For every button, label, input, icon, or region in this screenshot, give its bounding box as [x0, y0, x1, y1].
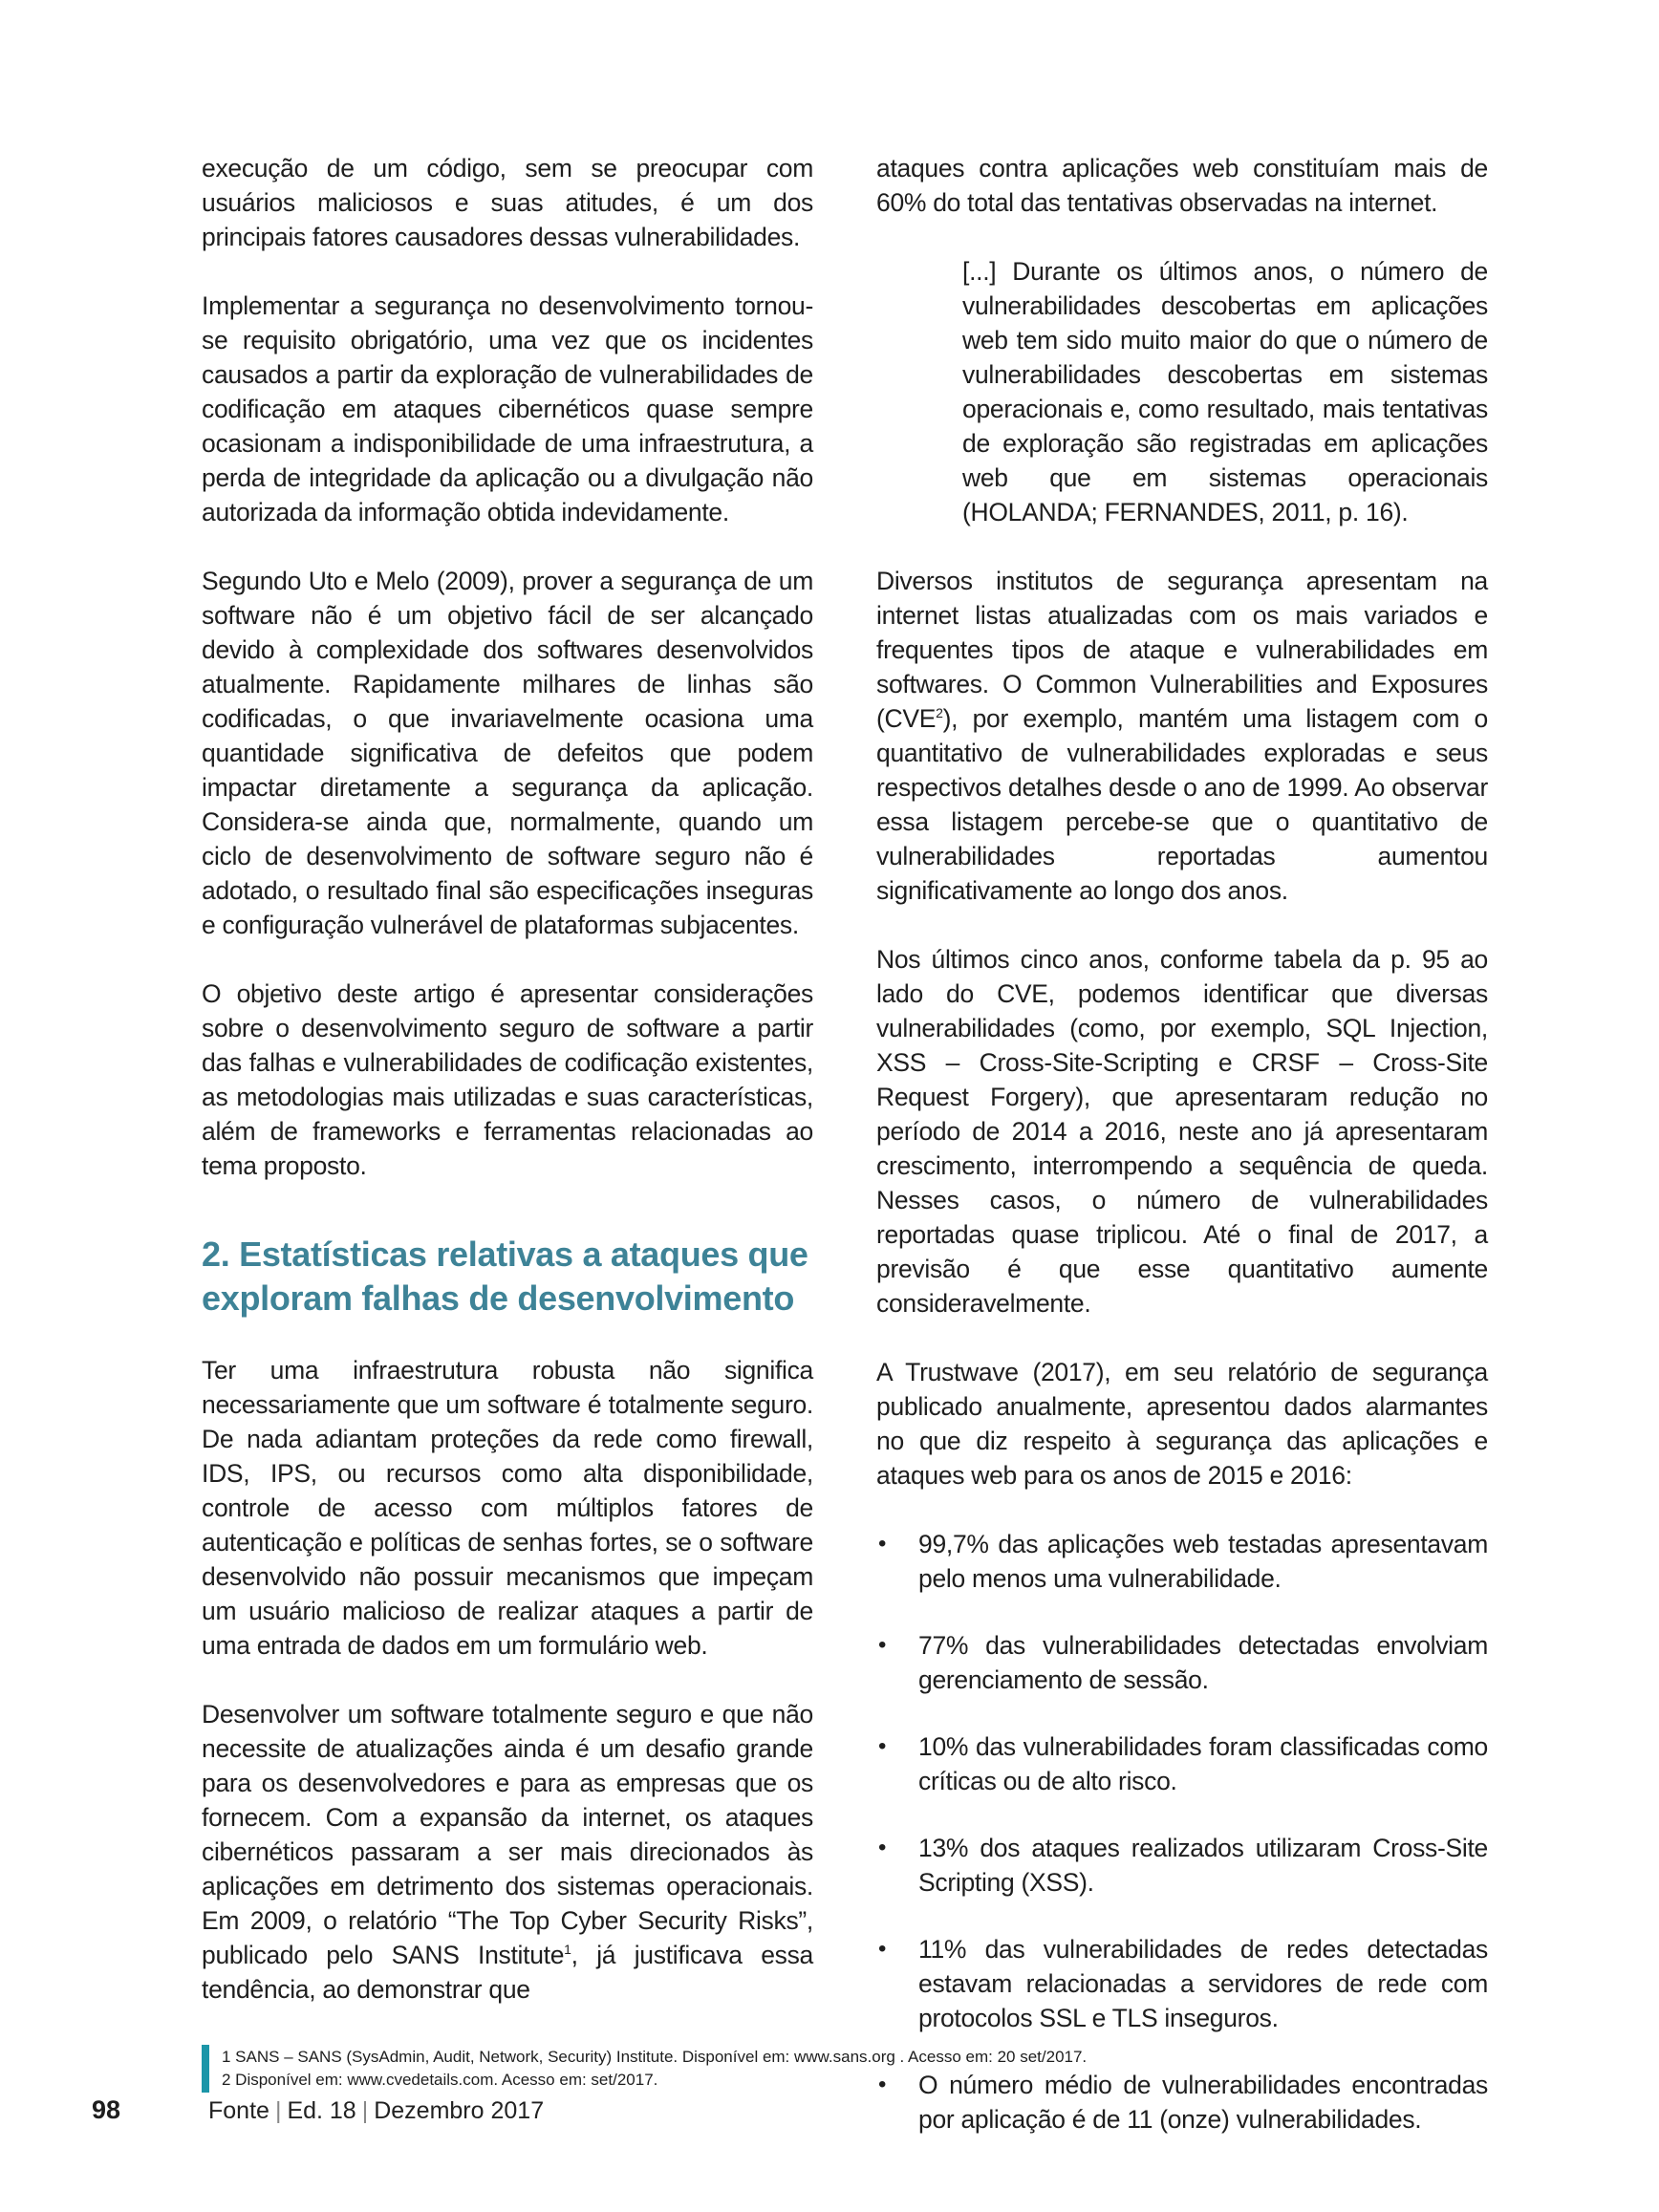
list-item: • 10% das vulnerabilidades foram classificadas como críticas ou de alto risco. — [876, 1729, 1488, 1798]
footnote: 1 SANS – SANS (SysAdmin, Audit, Network, Security) Institute. Disponível em: www.sans.org . Acesso em: 20 set/2017. — [222, 2048, 1088, 2066]
separator: | — [361, 2097, 369, 2124]
body-paragraph: A Trustwave (2017), em seu relatório de segurança publicado anualmente, apresentou dados alarmantes no que diz respeito à segurança das aplicações e ataques web para os anos de 2015 e 2016: — [876, 1358, 1488, 1490]
body-paragraph: Implementar a segurança no desenvolvimento tornou-se requisito obrigatório, uma vez que os incidentes causados a partir da exploração de vulnerabilidades de codificação em ataques cibernéticos quase sempre ocasionam a indisponibilidade de uma infraestrutura, a perda de integridade da aplicação ou a divulgação não autorizada da informação obtida indevidamente. — [202, 291, 813, 526]
paragraph-text: ), por exemplo, mantém uma listagem com o quantitativo de vulnerabilidades exploradas e seus respectivos detalhes desde o ano de 1999. Ao observar essa listagem percebe-se que o quantitativo de vulnerabilidades reportadas aumentou significativamente ao longo dos anos. — [876, 704, 1488, 905]
page-number: 98 — [92, 2095, 121, 2124]
left-column — [202, 151, 813, 2007]
paragraph-text: , já justificava essa tendência, ao demonstrar que — [202, 1941, 813, 2004]
separator: | — [274, 2097, 282, 2124]
list-item: • 99,7% das aplicações web testadas apresentavam pelo menos uma vulnerabilidade. — [876, 1527, 1488, 1596]
footnote-accent-bar — [202, 2045, 209, 2093]
body-paragraph: execução de um código, sem se preocupar com usuários maliciosos e suas atitudes, é um dos principais fatores causadores dessas vulnerabilidades. — [202, 154, 813, 251]
block-quote: [...] Durante os últimos anos, o número de vulnerabilidades descobertas em aplicações web tem sido muito maior do que o número de vulnerabilidades descobertas em sistemas operacionais e, como resultado, mais tentativas de exploração são registradas em aplicações web que em sistemas operacionais (HOLANDA; FERNANDES, 2011, p. 16). — [962, 257, 1488, 526]
list-item: • 13% dos ataques realizados utilizaram Cross-Site Scripting (XSS). — [876, 1831, 1488, 1900]
body-paragraph: Nos últimos cinco anos, conforme tabela da p. 95 ao lado do CVE, podemos identificar que diversas vulnerabilidades (como, por exemplo, SQL Injection, XSS – Cross-Site-Scripting e CRSF – Cross-Site Request Forgery), que apresentaram redução no período de 2014 a 2016, neste ano já apresentaram crescimento, interrompendo a sequência de queda. Nesses casos, o número de vulnerabilidades reportadas quase triplicou. Até o final de 2017, a previsão é que esse quantitativo aumente consideravelmente. — [876, 945, 1488, 1318]
body-paragraph: O objetivo deste artigo é apresentar considerações sobre o desenvolvimento seguro de software a partir das falhas e vulnerabilidades de codificação existentes, as metodologias mais utilizadas e suas características, além de frameworks e ferramentas relacionadas ao tema proposto. — [202, 979, 813, 1180]
list-item: • O número médio de vulnerabilidades encontradas por aplicação é de 11 (onze) vulnerabilidades. — [876, 2068, 1488, 2137]
footnote-marker: 1 — [564, 1942, 571, 1958]
section-heading: 2. Estatísticas relativas a ataques que exploram falhas de desenvolvimento — [202, 1235, 808, 1318]
body-paragraph: ataques contra aplicações web constituíam mais de 60% do total das tentativas observadas na internet. — [876, 154, 1488, 217]
footnote: 2 Disponível em: www.cvedetails.com. Acesso em: set/2017. — [222, 2071, 658, 2089]
bullet-icon: • — [878, 1531, 887, 1557]
right-column — [876, 151, 1488, 2169]
bullet-icon: • — [878, 1835, 887, 1860]
magazine-name: Fonte — [208, 2097, 269, 2124]
paragraph-text: Diversos institutos de segurança apresentam na internet listas atualizadas com os mais variados e frequentes tipos de ataque e vulnerabilidades em softwares. O Common Vulnerabilities and Exposures (CVE — [876, 567, 1488, 733]
bullet-icon: • — [878, 1733, 887, 1759]
bullet-icon: • — [878, 1632, 887, 1658]
footnote-marker: 2 — [936, 705, 943, 721]
footnotes — [222, 2046, 1087, 2092]
bullet-icon: • — [878, 1936, 887, 1962]
body-paragraph — [876, 564, 1488, 908]
bullet-icon: • — [878, 2072, 887, 2097]
paragraph-text: Desenvolver um software totalmente seguro e que não necessite de atualizações ainda é um desafio grande para os desenvolvedores e para as empresas que os fornecem. Com a expansão da internet, os ataques cibernéticos passaram a ser mais direcionados às aplicações em detrimento dos sistemas operacionais. Em 2009, o relatório “The Top Cyber Security Risks”, publicado pelo SANS Institute — [202, 1700, 813, 1969]
list-item: • 11% das vulnerabilidades de redes detectadas estavam relacionadas a servidores de rede com protocolos SSL e TLS inseguros. — [876, 1932, 1488, 2035]
body-paragraph: Segundo Uto e Melo (2009), prover a segurança de um software não é um objetivo fácil de ser alcançado devido à complexidade dos softwares desenvolvidos atualmente. Rapidamente milhares de linhas são codificadas, o que invariavelmente ocasiona uma quantidade significativa de defeitos que podem impactar diretamente a segurança da aplicação. Considera-se ainda que, normalmente, quando um ciclo de desenvolvimento de software seguro não é adotado, o resultado final são especificações inseguras e configuração vulnerável de plataformas subjacentes. — [202, 567, 813, 939]
edition: Ed. 18 — [287, 2097, 356, 2124]
issue-date: Dezembro 2017 — [374, 2097, 545, 2124]
body-paragraph — [202, 1697, 813, 2007]
running-footer — [208, 2097, 544, 2125]
list-item: • 77% das vulnerabilidades detectadas envolviam gerenciamento de sessão. — [876, 1628, 1488, 1697]
body-paragraph: Ter uma infraestrutura robusta não significa necessariamente que um software é totalmente seguro. De nada adiantam proteções da rede como firewall, IDS, IPS, ou recursos como alta disponibilidade, controle de acesso com múltiplos fatores de autenticação e políticas de senhas fortes, se o software desenvolvido não possuir mecanismos que impeçam um usuário malicioso de realizar ataques a partir de uma entrada de dados em um formulário web. — [202, 1356, 813, 1660]
